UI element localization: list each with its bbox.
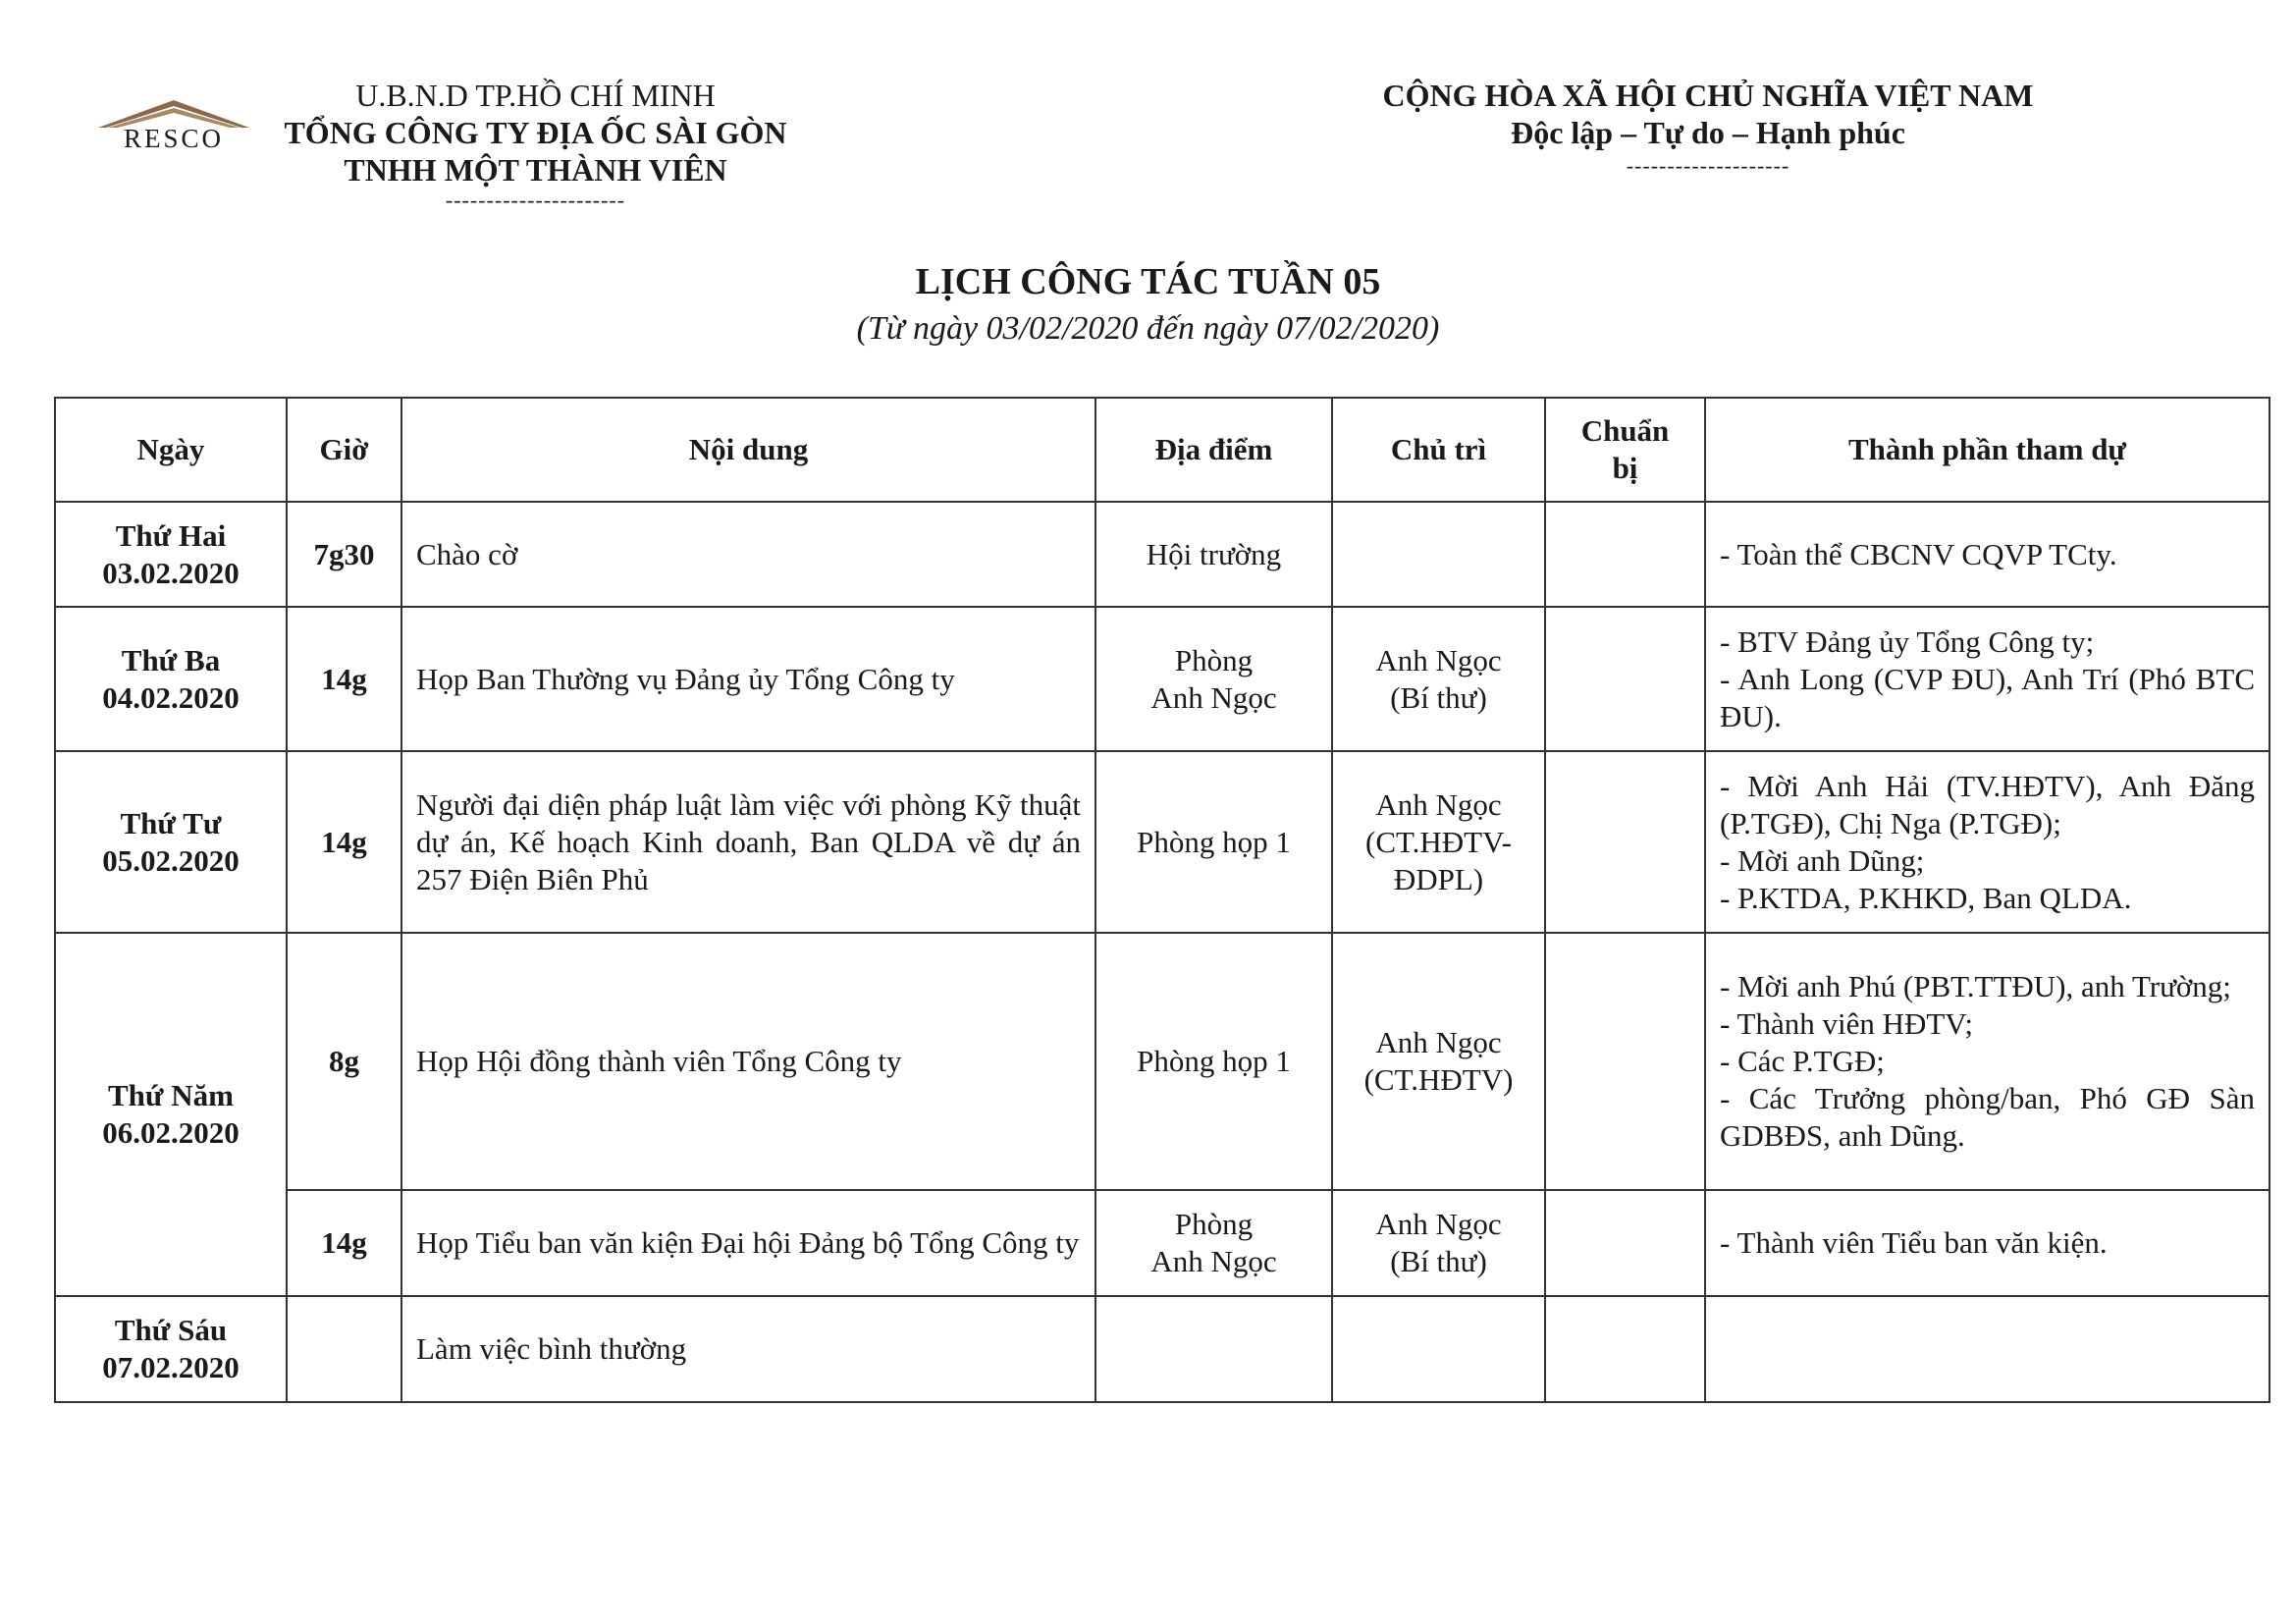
attendee-line: - Thành viên Tiểu ban văn kiện. <box>1720 1225 2108 1260</box>
prep-cell <box>1545 1296 1705 1402</box>
time-cell: 8g <box>287 933 401 1190</box>
prep-cell <box>1545 751 1705 933</box>
attendee-line: - Các P.TGĐ; <box>1720 1044 1885 1078</box>
place-line-1: Phòng <box>1174 1207 1254 1241</box>
national-motto: Độc lập – Tự do – Hạnh phúc <box>1511 115 1905 150</box>
table-row <box>55 607 2269 751</box>
day-cell <box>55 751 287 933</box>
time-cell: 14g <box>287 607 401 751</box>
attendee-line: - Mời anh Phú (PBT.TTĐU), anh Trường; <box>1720 969 2231 1003</box>
organization-header <box>263 77 808 212</box>
day-cell <box>55 1296 287 1402</box>
org-line-3: TNHH MỘT THÀNH VIÊN <box>344 152 727 188</box>
table-row <box>55 502 2269 607</box>
org-line-1: U.B.N.D TP.HỒ CHÍ MINH <box>355 78 716 113</box>
attendees-cell <box>1705 502 2269 607</box>
time-cell: 14g <box>287 1190 401 1296</box>
day-name: Thứ Năm <box>108 1078 234 1112</box>
document-subtitle: (Từ ngày 03/02/2020 đến ngày 07/02/2020) <box>856 310 1440 347</box>
day-cell <box>55 502 287 607</box>
day-cell <box>55 607 287 751</box>
header-content: Nội dung <box>401 398 1095 502</box>
national-divider: -------------------- <box>1626 153 1790 178</box>
host-cell <box>1332 1296 1545 1402</box>
host-line-2: (Bí thư) <box>1390 1244 1487 1278</box>
header-place: Địa điểm <box>1095 398 1332 502</box>
attendee-line: - Toàn thể CBCNV CQVP TCty. <box>1720 536 2117 571</box>
schedule-table <box>54 397 2270 1403</box>
day-name: Thứ Sáu <box>114 1313 228 1347</box>
prep-cell <box>1545 1190 1705 1296</box>
attendees-cell <box>1705 1296 2269 1402</box>
place-line-1: Hội trường <box>1146 536 1282 571</box>
place-line-1: Phòng họp 1 <box>1137 824 1291 859</box>
content-cell: Họp Tiểu ban văn kiện Đại hội Đảng bộ Tổng Công ty <box>401 1190 1095 1296</box>
place-line-1: Phòng <box>1174 642 1254 677</box>
attendee-line: - Mời Anh Hải (TV.HĐTV), Anh Đăng (P.TGĐ), Chị Nga (P.TGĐ); <box>1720 768 2255 840</box>
host-line-2: (CT.HĐTV- <box>1365 824 1512 859</box>
host-line-1: Anh Ngọc <box>1375 1207 1502 1241</box>
host-cell <box>1332 607 1545 751</box>
place-cell <box>1095 1190 1332 1296</box>
attendees-cell <box>1705 751 2269 933</box>
day-name: Thứ Tư <box>120 805 222 840</box>
day-date: 04.02.2020 <box>102 679 240 715</box>
attendee-line: - Các Trưởng phòng/ban, Phó GĐ Sàn GDBĐS, anh Dũng. <box>1720 1081 2255 1153</box>
host-line-2: (Bí thư) <box>1390 679 1487 715</box>
document-title: LỊCH CÔNG TÁC TUẦN 05 <box>915 261 1381 302</box>
national-title: CỘNG HÒA XÃ HỘI CHỦ NGHĨA VIỆT NAM <box>1382 78 2034 113</box>
header-prep-line-2: bị <box>1612 451 1638 485</box>
host-line-3: ĐDPL) <box>1393 861 1484 896</box>
attendee-line: - Anh Long (CVP ĐU), Anh Trí (Phó BTC ĐU). <box>1720 661 2255 733</box>
host-cell <box>1332 933 1545 1190</box>
content-cell: Chào cờ <box>401 502 1095 607</box>
place-cell <box>1095 1296 1332 1402</box>
attendees-cell <box>1705 933 2269 1190</box>
attendees-cell <box>1705 607 2269 751</box>
host-line-2: (CT.HĐTV) <box>1363 1062 1514 1097</box>
time-cell: 7g30 <box>287 502 401 607</box>
attendee-line: - Thành viên HĐTV; <box>1720 1006 1973 1041</box>
prep-cell <box>1545 607 1705 751</box>
day-date: 07.02.2020 <box>102 1350 240 1384</box>
table-header-row <box>55 398 2269 502</box>
place-cell <box>1095 607 1332 751</box>
logo-text: RESCO <box>123 124 225 153</box>
day-date: 03.02.2020 <box>102 555 240 590</box>
place-cell <box>1095 502 1332 607</box>
header-day: Ngày <box>55 398 287 502</box>
place-cell <box>1095 751 1332 933</box>
header-time: Giờ <box>287 398 401 502</box>
org-line-2: TỔNG CÔNG TY ĐỊA ỐC SÀI GÒN <box>284 115 787 150</box>
attendee-line: - BTV Đảng ủy Tổng Công ty; <box>1720 623 2095 659</box>
host-line-1: Anh Ngọc <box>1375 642 1502 677</box>
prep-cell <box>1545 933 1705 1190</box>
host-line-1: Anh Ngọc <box>1375 1025 1502 1059</box>
day-name: Thứ Hai <box>115 517 227 553</box>
place-line-2: Anh Ngọc <box>1150 1244 1277 1278</box>
day-date: 05.02.2020 <box>102 842 240 878</box>
header-attendees: Thành phần tham dự <box>1705 398 2269 502</box>
content-cell: Người đại diện pháp luật làm việc với phòng Kỹ thuật dự án, Kế hoạch Kinh doanh, Ban QLDA về dự án 257 Điện Biên Phủ <box>401 751 1095 933</box>
place-line-1: Phòng họp 1 <box>1137 1044 1291 1078</box>
national-header <box>1325 77 2091 181</box>
table-row <box>55 751 2269 933</box>
table-row <box>55 1296 2269 1402</box>
attendee-line: - Mời anh Dũng; <box>1720 842 1925 878</box>
attendees-cell <box>1705 1190 2269 1296</box>
header-host: Chủ trì <box>1332 398 1545 502</box>
time-cell <box>287 1296 401 1402</box>
header-prep <box>1545 398 1705 502</box>
header-prep-line-1: Chuẩn <box>1580 413 1670 448</box>
org-divider: ---------------------- <box>445 188 626 212</box>
prep-cell <box>1545 502 1705 607</box>
content-cell: Làm việc bình thường <box>401 1296 1095 1402</box>
content-cell: Họp Hội đồng thành viên Tổng Công ty <box>401 933 1095 1190</box>
place-cell <box>1095 933 1332 1190</box>
host-cell <box>1332 502 1545 607</box>
day-cell <box>55 933 287 1296</box>
host-cell <box>1332 1190 1545 1296</box>
day-date: 06.02.2020 <box>102 1115 240 1150</box>
time-cell: 14g <box>287 751 401 933</box>
place-line-2: Anh Ngọc <box>1150 679 1277 715</box>
host-cell <box>1332 751 1545 933</box>
attendee-line: - P.KTDA, P.KHKD, Ban QLDA. <box>1720 880 2132 915</box>
day-name: Thứ Ba <box>121 642 221 677</box>
table-row <box>55 933 2269 1190</box>
host-line-1: Anh Ngọc <box>1375 786 1502 822</box>
content-cell: Họp Ban Thường vụ Đảng ủy Tổng Công ty <box>401 607 1095 751</box>
table-row <box>55 1190 2269 1296</box>
